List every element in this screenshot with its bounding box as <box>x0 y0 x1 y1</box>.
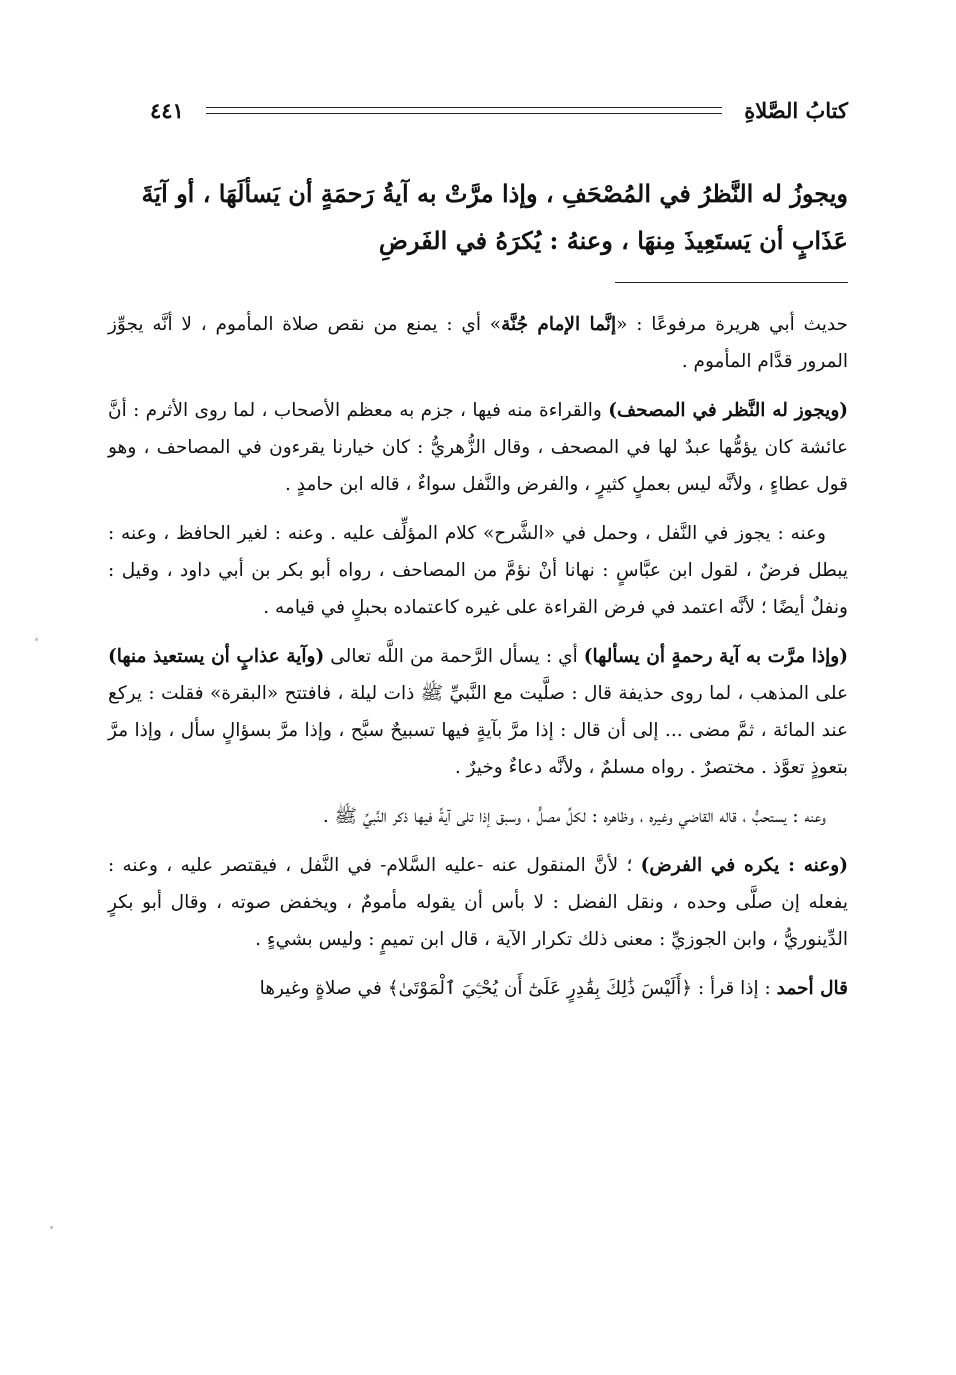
book-title: كتابُ الصَّلاةِ <box>744 97 848 123</box>
matn-citation: (وعنه : يكره في الفرض) <box>640 855 848 876</box>
paragraph-text: » أي : يمنع من نقص صلاة المأموم ، لا أنَّه يجوِّز المرور قدَّام المأموم . <box>108 314 848 372</box>
matn-citation: (وإذا مرَّت به آية رحمةٍ أن يسألها) <box>583 646 848 667</box>
paragraph-text: ﴾ في صلاةٍ وغيرها <box>259 978 399 999</box>
paragraph-text: ؛ لأنَّ المنقول عنه -عليه السَّلام- في النَّفل ، فيقتصر عليه ، وعنه : يفعله إن صلَّى وحده ، ونقل الفضل : لا بأس أن يقوله مأمومٌ ، ويخفض صوته ، وقال أبو بكرٍ الدِّينوريُّ ، وابن الجوزيِّ : معنى ذلك تكرار الآية ، قال ابن تميمٍ : وليس بشيءٍ . <box>108 855 848 950</box>
commentary-paragraph <box>108 798 848 835</box>
main-text <box>108 170 848 264</box>
page-number: ٤٤١ <box>150 97 184 123</box>
paragraph-text: على المذهب ، لما روى حذيفة قال : صلَّيت مع النَّبيِّ ﷺ ذات ليلة ، فافتتح «البقرة» فقلت : يركع عند المائة ، ثمَّ مضى ... إلى أن قال : إذا مرَّ بآيةٍ فيها تسبيحٌ سبَّح ، وإذا مرَّ بسؤالٍ سأل ، وإذا مرَّ بتعوذٍ تعوَّذ . مختصرٌ . رواه مسلمٌ ، ولأنَّه دعاءٌ وخيرٌ . <box>108 683 848 778</box>
matn-citation: (ويجوز له النَّظر في المصحف) <box>608 400 848 421</box>
paragraph-text: حديث أبي هريرة مرفوعًا : « <box>616 314 848 335</box>
quran-verse: أَلَيْسَ ذَٰلِكَ بِقَٰدِرٍ عَلَىٰٓ أَن يُحْـِۧيَ ٱلْمَوْتَىٰ <box>398 978 682 999</box>
paragraph-text: وعنه : يستحبُّ ، قاله القاضي وغيره ، وظاهره : لكلِّ مصلٍّ ، وسبق إذا تلى آيةً فيها ذكر النَّبيِّ ﷺ . <box>322 806 826 827</box>
header-rule <box>206 107 722 114</box>
paragraph-text: أي : يسأل الرَّحمة من اللَّه تعالى <box>324 646 584 667</box>
main-text-line: عَذَابٍ أن يَستَعِيذَ مِنهَا ، وعنهُ : يُكرَهُ في الفَرضِ <box>378 226 848 255</box>
paragraph-text: : إذا قرأ : ﴿ <box>681 978 777 999</box>
scan-speck <box>35 638 38 641</box>
text-divider <box>615 282 848 283</box>
commentary-paragraph <box>108 392 848 503</box>
commentary-paragraph <box>108 515 848 626</box>
commentary-paragraph <box>108 638 848 786</box>
commentary-paragraph <box>108 970 848 1007</box>
speaker-name: قال أحمد <box>776 978 848 999</box>
paragraph-text: وعنه : يجوز في النَّفل ، وحمل في «الشَّرح» كلام المؤلِّف عليه . وعنه : لغير الحافظ ، وعنه : يبطل فرضٌ ، لقول ابن عبَّاسٍ : نهانا أنْ نؤمَّ من المصاحف ، رواه أبو بكر بن أبي داود ، وقيل : ونفلٌ أيضًا ؛ لأنَّه اعتمد في فرض القراءة على غيره كاعتماده بحبلٍ في قيامه . <box>108 523 848 618</box>
scan-speck <box>50 1226 53 1229</box>
quoted-hadith: إنَّما الإمام جُنَّة <box>501 314 617 335</box>
main-text-line: ويجوزُ له النَّظرُ في المُصْحَفِ ، وإذا مرَّتْ به آيةُ رَحمَةٍ أن يَسألَهَا ، أو آيَةَ <box>141 179 848 208</box>
commentary-paragraph <box>108 306 848 380</box>
commentary-paragraph <box>108 847 848 958</box>
paragraph-text: والقراءة منه فيها ، جزم به معظم الأصحاب ، لما روى الأثرم : أنَّ عائشة كان يؤمُّها عبدٌ لها في المصحف ، وقال الزُّهريُّ : كان خيارنا يقرءون في المصاحف ، وهو قول عطاءٍ ، ولأنَّه ليس بعملٍ كثيرٍ ، والفرض والنَّفل سواءٌ ، قاله ابن حامدٍ . <box>108 400 848 495</box>
matn-citation: (وآية عذابٍ أن يستعيذ منها) <box>108 646 325 667</box>
page-header <box>150 90 848 130</box>
commentary <box>108 306 848 1019</box>
